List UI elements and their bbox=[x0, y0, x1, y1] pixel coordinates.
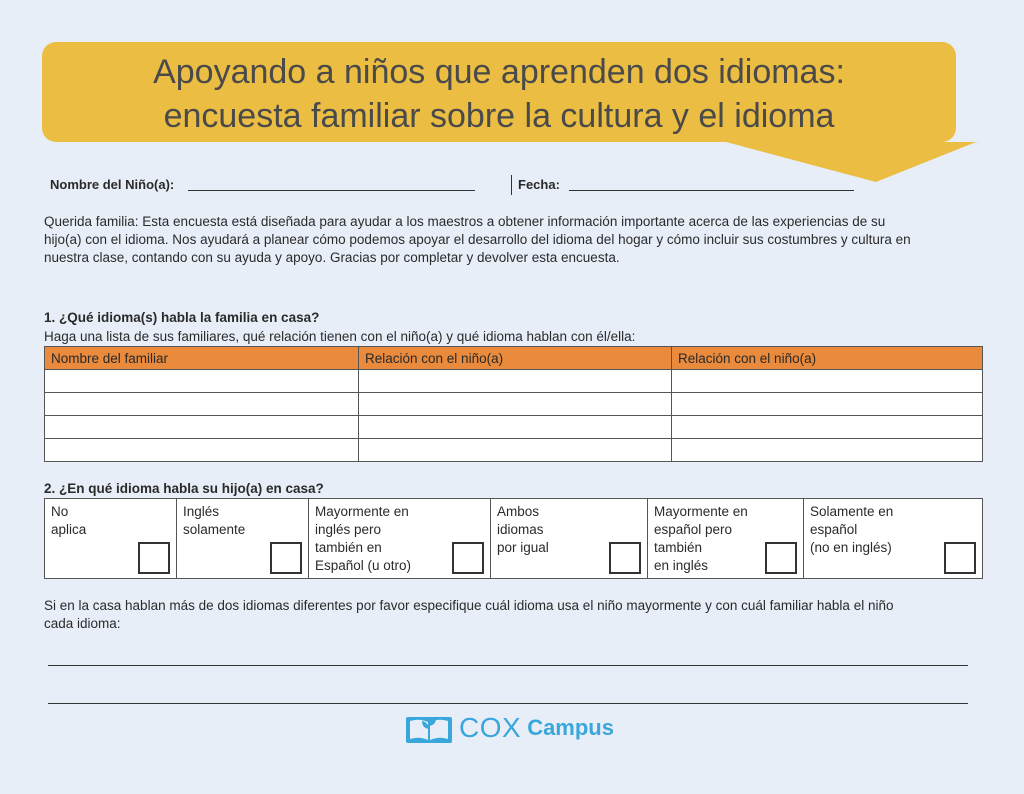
table-row bbox=[45, 393, 983, 416]
multi-language-note: Si en la casa hablan más de dos idiomas diferentes por favor especifique cuál idioma usa el niño mayormente y con cuál familiar habla el niño cada idioma: bbox=[44, 598, 894, 631]
choice-label: Ambos idiomas por igual bbox=[497, 504, 549, 555]
column-header-relation-2: Relación con el niño(a) bbox=[672, 347, 983, 370]
table-row bbox=[45, 416, 983, 439]
table-cell[interactable] bbox=[672, 439, 983, 462]
column-header-family-name: Nombre del familiar bbox=[45, 347, 359, 370]
date-field[interactable] bbox=[569, 190, 854, 191]
table-row bbox=[45, 439, 983, 462]
title-line-1: Apoyando a niños que aprenden dos idiomas: bbox=[153, 53, 845, 91]
choice-not-applicable bbox=[45, 499, 177, 578]
table-cell[interactable] bbox=[45, 416, 359, 439]
choice-label: Inglés solamente bbox=[183, 504, 246, 537]
table-cell[interactable] bbox=[672, 370, 983, 393]
column-header-relation: Relación con el niño(a) bbox=[359, 347, 672, 370]
write-line-1[interactable] bbox=[48, 665, 968, 666]
checkbox-not-applicable[interactable] bbox=[138, 542, 170, 574]
logo-word-campus: Campus bbox=[527, 715, 614, 740]
question-1-title: 1. ¿Qué idioma(s) habla la familia en casa? bbox=[44, 310, 320, 325]
choice-both-equal bbox=[491, 499, 648, 578]
question-1-instructions: Haga una lista de sus familiares, qué relación tienen con el niño(a) y qué idioma hablan con él/ella: bbox=[44, 329, 636, 344]
checkbox-mostly-spanish[interactable] bbox=[765, 542, 797, 574]
logo-word-cox: COX bbox=[459, 712, 522, 743]
cox-campus-logo bbox=[405, 711, 614, 745]
write-line-2[interactable] bbox=[48, 703, 968, 704]
table-cell[interactable] bbox=[45, 393, 359, 416]
table-header-row bbox=[45, 347, 983, 370]
checkbox-mostly-english[interactable] bbox=[452, 542, 484, 574]
checkbox-both-equal[interactable] bbox=[609, 542, 641, 574]
language-choice-row bbox=[44, 498, 983, 579]
child-name-label: Nombre del Niño(a): bbox=[50, 177, 175, 192]
intro-paragraph: Querida familia: Esta encuesta está diseñada para ayudar a los maestros a obtener información importante acerca de las experiencias de su hijo(a) con el idioma. Nos ayudará a planear cómo podemos apoyar el desarrollo del idioma del hogar y cómo incluir sus costumbres y cultura en nuestra clase, contando con su ayuda y apoyo. Gracias por completar y devolver esta encuesta. bbox=[44, 214, 911, 265]
choice-spanish-only bbox=[804, 499, 982, 578]
checkbox-english-only[interactable] bbox=[270, 542, 302, 574]
choice-mostly-english bbox=[309, 499, 491, 578]
page-title bbox=[42, 50, 956, 138]
table-cell[interactable] bbox=[359, 416, 672, 439]
table-cell[interactable] bbox=[359, 439, 672, 462]
choice-label: Mayormente en español pero también en inglés bbox=[654, 504, 748, 573]
table-cell[interactable] bbox=[359, 393, 672, 416]
choice-label: Mayormente en inglés pero también en Español (u otro) bbox=[315, 504, 412, 573]
table-row bbox=[45, 370, 983, 393]
choice-english-only bbox=[177, 499, 309, 578]
question-2-title: 2. ¿En qué idioma habla su hijo(a) en casa? bbox=[44, 481, 324, 496]
child-name-field[interactable] bbox=[188, 190, 475, 191]
book-leaf-icon bbox=[405, 711, 453, 745]
banner-arrow-tail bbox=[876, 142, 980, 150]
table-cell[interactable] bbox=[672, 416, 983, 439]
field-separator bbox=[511, 175, 512, 195]
table-cell[interactable] bbox=[45, 439, 359, 462]
family-table bbox=[44, 346, 983, 462]
choice-mostly-spanish bbox=[648, 499, 804, 578]
table-cell[interactable] bbox=[359, 370, 672, 393]
choice-label: Solamente en español (no en inglés) bbox=[810, 504, 894, 555]
checkbox-spanish-only[interactable] bbox=[944, 542, 976, 574]
date-label: Fecha: bbox=[518, 177, 560, 192]
choice-label: No aplica bbox=[51, 504, 87, 537]
table-cell[interactable] bbox=[45, 370, 359, 393]
table-cell[interactable] bbox=[672, 393, 983, 416]
title-line-2: encuesta familiar sobre la cultura y el idioma bbox=[163, 97, 835, 135]
